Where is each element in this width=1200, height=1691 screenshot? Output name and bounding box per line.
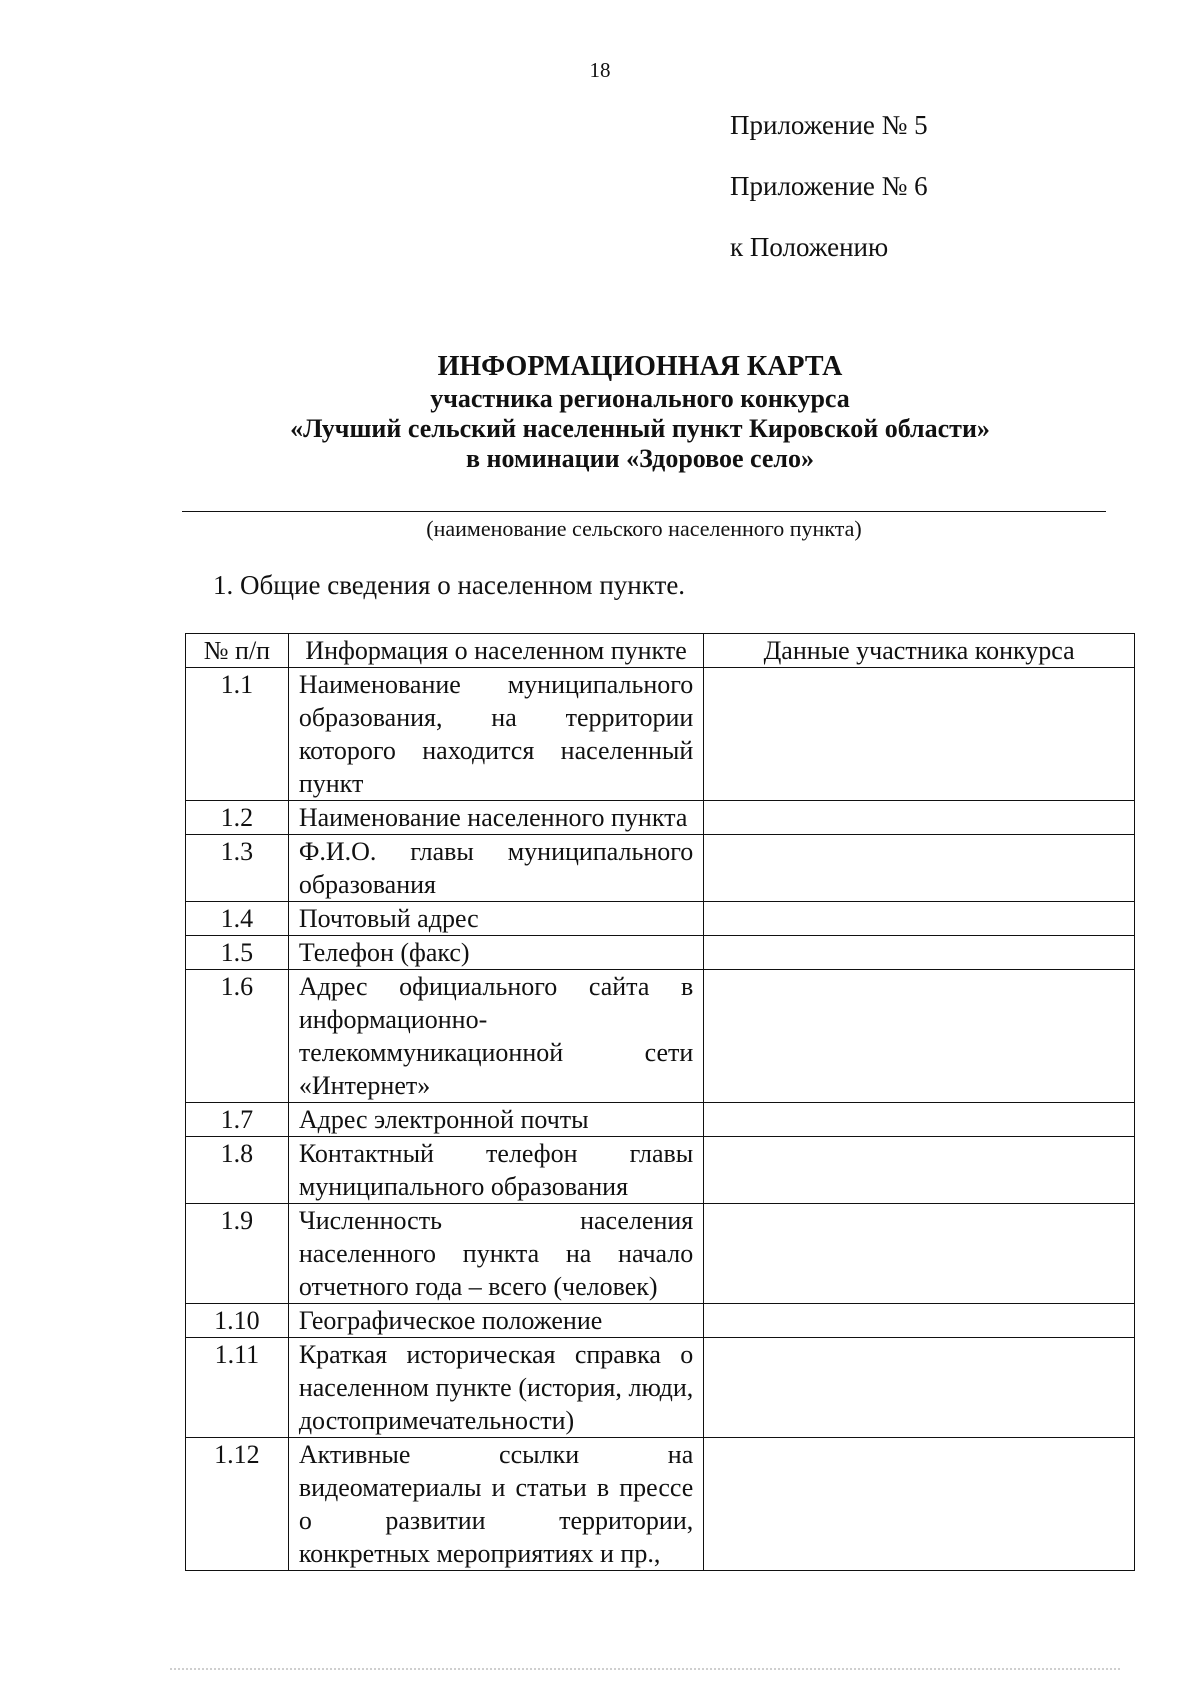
table-row [186,936,1135,970]
page-number: 18 [589,58,611,82]
row-participant-data[interactable] [704,801,1135,835]
row-info: Наименование населенного пункта [288,801,703,835]
settlement-name-line [182,511,1106,512]
title-main: ИНФОРМАЦИОННАЯ КАРТА [437,351,843,382]
table-row [186,801,1135,835]
row-info: Телефон (факс) [288,936,703,970]
table-header-row [186,634,1135,668]
header-info: Информация о населенном пункте [288,634,703,668]
row-info: Почтовый адрес [288,902,703,936]
row-number: 1.8 [186,1137,289,1204]
row-info: Активные ссылки на видеоматериалы и статьи в прессе о развитии территории, конкретных мероприятиях и пр., [288,1438,703,1571]
row-participant-data[interactable] [704,902,1135,936]
row-participant-data[interactable] [704,1438,1135,1571]
document-title [170,350,1110,474]
appendix-number-5: Приложение № 5 [730,110,928,140]
row-number: 1.9 [186,1204,289,1304]
row-participant-data[interactable] [704,668,1135,801]
table-row [186,668,1135,801]
row-number: 1.3 [186,835,289,902]
table-row [186,1103,1135,1137]
table-row [186,1204,1135,1304]
row-info: Наименование муниципального образования, на территории которого находится населенный пункт [288,668,703,801]
row-number: 1.10 [186,1304,289,1338]
row-info: Краткая историческая справка о населенном пункте (история, люди, достопримечательности) [288,1338,703,1438]
row-info: Адрес электронной почты [288,1103,703,1137]
row-participant-data[interactable] [704,835,1135,902]
table-row [186,970,1135,1103]
title-participant: участника регионального конкурса [430,384,850,413]
row-info: Численность населения населенного пункта на начало отчетного года – всего (человек) [288,1204,703,1304]
row-info: Ф.И.О. главы муниципального образования [288,835,703,902]
row-participant-data[interactable] [704,936,1135,970]
row-number: 1.12 [186,1438,289,1571]
row-number: 1.6 [186,970,289,1103]
appendix-regulation-ref: к Положению [730,232,889,262]
row-info: Адрес официального сайта в информационно-телекоммуникационной сети «Интернет» [288,970,703,1103]
row-participant-data[interactable] [704,970,1135,1103]
section-heading: 1. Общие сведения о населенном пункте. [213,570,686,600]
row-participant-data[interactable] [704,1204,1135,1304]
header-data: Данные участника конкурса [704,634,1135,668]
row-number: 1.5 [186,936,289,970]
row-number: 1.7 [186,1103,289,1137]
table-row [186,902,1135,936]
table-row [186,1438,1135,1571]
row-number: 1.11 [186,1338,289,1438]
row-participant-data[interactable] [704,1304,1135,1338]
row-number: 1.2 [186,801,289,835]
row-participant-data[interactable] [704,1338,1135,1438]
title-nomination: в номинации «Здоровое село» [465,444,815,473]
row-info: Географическое положение [288,1304,703,1338]
appendix-number-6: Приложение № 6 [730,171,928,201]
row-number: 1.4 [186,902,289,936]
title-contest-name: «Лучший сельский населенный пункт Кировской области» [290,414,990,443]
row-participant-data[interactable] [704,1103,1135,1137]
table-row [186,1304,1135,1338]
header-number: № п/п [186,634,289,668]
settlement-name-caption: (наименование сельского населенного пункта) [426,516,862,541]
table-row [186,1338,1135,1438]
row-participant-data[interactable] [704,1137,1135,1204]
table-row [186,1137,1135,1204]
scan-artifact-dots [170,1668,1120,1670]
table-row [186,835,1135,902]
row-number: 1.1 [186,668,289,801]
row-info: Контактный телефон главы муниципального образования [288,1137,703,1204]
info-table [185,633,1135,1571]
